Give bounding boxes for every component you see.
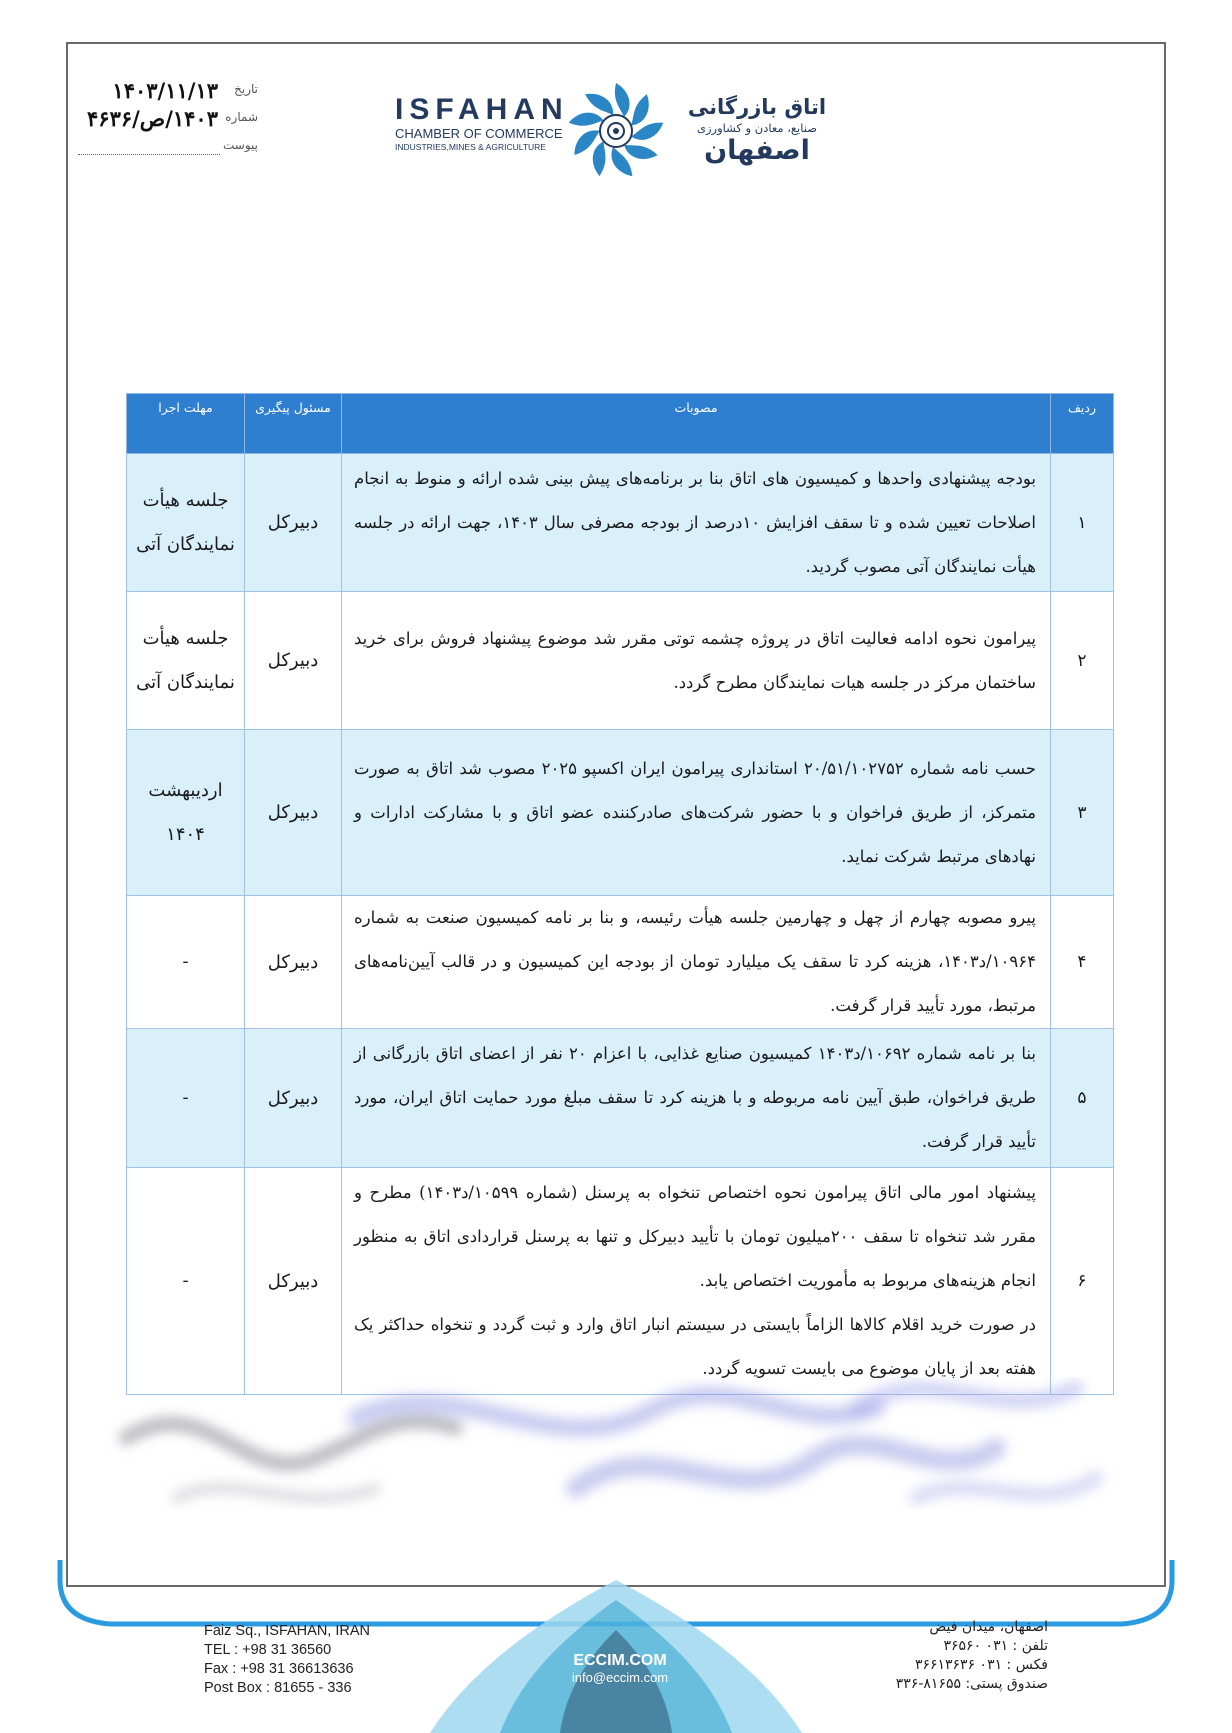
row-number: ۲	[1051, 592, 1114, 730]
responsible: دبیرکل	[245, 896, 342, 1029]
date-label: تاریخ	[234, 82, 258, 96]
resolution-text-continued: در صورت خرید اقلام کالاها الزاماً بایستی در سیستم انبار اتاق وارد و ثبت گردد و تنخواه حداکثر یک هفته بعد از پایان موضوع می بایست تسویه گردد.	[354, 1315, 1036, 1378]
footer-website: ECCIM.COM	[573, 1652, 667, 1669]
table-row	[127, 1029, 1114, 1168]
logo-fa-line3: اصفهان	[704, 135, 810, 166]
letter-meta	[78, 78, 258, 162]
responsible: دبیرکل	[245, 1029, 342, 1168]
footer-english-contact	[204, 1622, 404, 1698]
footer-fa-address: اصفهان، میدان فیض	[929, 1619, 1048, 1635]
footer-fa-tel: تلفن : ۰۳۱ ۳۶۵۶۰	[943, 1638, 1048, 1654]
table-row	[127, 730, 1114, 896]
table-header-row	[127, 394, 1114, 454]
chamber-emblem-icon	[563, 78, 669, 184]
footer-en-address: Faiz Sq., ISFAHAN, IRAN	[204, 1623, 370, 1639]
footer-fa-pobox: صندوق پستی: ۸۱۶۵۵-۳۳۶	[895, 1676, 1048, 1692]
date-row	[78, 78, 258, 106]
resolution-text: پیرامون نحوه ادامه فعالیت اتاق در پروژه چشمه توتی مقرر شد موضوع پیشنهاد فروش برای خرید ساختمان مرکز در جلسه هیات نمایندگان مطرح گردد.	[342, 592, 1051, 730]
footer-en-pobox: Post Box : 81655 - 336	[204, 1680, 352, 1696]
logo-fa-line2: صنایع، معادن و کشاورزی	[697, 121, 817, 135]
table-row	[127, 454, 1114, 592]
date-value: ۱۴۰۳/۱۱/۱۳	[112, 78, 218, 103]
attachment-row	[78, 134, 258, 162]
number-value: ۱۴۰۳/ص/۴۶۳۶	[87, 106, 218, 131]
row-number: ۵	[1051, 1029, 1114, 1168]
blurred-signature-area	[96, 1348, 1156, 1578]
resolution-text: پیشنهاد امور مالی اتاق پیرامون نحوه اختصاص تنخواه به پرسنل (شماره ۱۰۵۹۹/د۱۴۰۳) مطرح و مقرر شد تنخواه تا سقف ۲۰۰میلیون تومان با تأیید دبیرکل و تنها به پرسنل قراردادی اتاق به منظور انجام هزینه‌های مربوط به مأموریت اختصاص یابد.	[354, 1183, 1037, 1290]
logo-en-title: ISFAHAN	[395, 93, 569, 126]
resolution-text: بودجه پیشنهادی واحدها و کمیسیون های اتاق بنا بر برنامه‌های پیش بینی شده ارائه و منوط به انجام اصلاحات تعیین شده و تا سقف افزایش ۱۰درصد از بودجه مصرفی سال ۱۴۰۳، جهت ارائه در جلسه هیأت نمایندگان آتی مصوب گردید.	[342, 454, 1051, 592]
row-number: ۴	[1051, 896, 1114, 1029]
footer-persian-contact	[848, 1618, 1048, 1694]
resolution-text: بنا بر نامه شماره ۱۰۶۹۲/د۱۴۰۳ کمیسیون صنایع غذایی، با اعزام ۲۰ نفر از اعضای اتاق بازرگانی از طریق فراخوان، طبق آیین نامه مربوطه و با هزینه کرد تا سقف مبلغ مورد حمایت اتاق ایران، مورد تأیید قرار گرفت.	[342, 1029, 1051, 1168]
table-row	[127, 896, 1114, 1029]
responsible: دبیرکل	[245, 454, 342, 592]
footer-email: info@eccim.com	[571, 1670, 669, 1685]
deadline: اردیبهشت ۱۴۰۴	[127, 730, 245, 896]
footer-en-tel: TEL : +98 31 36560	[204, 1642, 332, 1658]
logo-english	[395, 93, 569, 153]
deadline: جلسه هیأت نمایندگان آتی	[127, 592, 245, 730]
deadline: جلسه هیأت نمایندگان آتی	[127, 454, 245, 592]
resolutions-table	[126, 393, 1114, 1395]
letterhead	[0, 0, 1232, 190]
responsible: دبیرکل	[245, 730, 342, 896]
deadline: -	[127, 896, 245, 1029]
responsible: دبیرکل	[245, 1168, 342, 1395]
footer-en-fax: Fax : +98 31 36613636	[204, 1661, 354, 1677]
col-resolutions: مصوبات	[342, 394, 1051, 454]
footer-fa-fax: فکس : ۰۳۱ ۳۶۶۱۳۶۳۶	[914, 1657, 1048, 1673]
logo-en-subtitle: CHAMBER OF COMMERCE	[395, 126, 563, 141]
responsible: دبیرکل	[245, 592, 342, 730]
col-responsible: مسئول پیگیری	[245, 394, 342, 454]
row-number: ۳	[1051, 730, 1114, 896]
row-number: ۶	[1051, 1168, 1114, 1395]
footer-web	[540, 1652, 700, 1686]
attachment-label: پیوست	[223, 138, 258, 152]
number-row	[78, 106, 258, 134]
table-row	[127, 592, 1114, 730]
logo-en-tagline: INDUSTRIES,MINES & AGRICULTURE	[395, 142, 546, 152]
deadline: -	[127, 1168, 245, 1395]
deadline: -	[127, 1029, 245, 1168]
row-number: ۱	[1051, 454, 1114, 592]
attachment-line	[78, 154, 220, 155]
resolution-text: پیرو مصوبه چهارم از چهل و چهارمین جلسه هیأت رئیسه، و بنا بر نامه کمیسیون صنعت به شماره ۱۰۹۶۴/د۱۴۰۳، هزینه کرد تا سقف یک میلیارد تومان از بودجه این کمیسیون و در قالب آیین‌نامه‌های مرتبط، مورد تأیید قرار گرفت.	[342, 896, 1051, 1029]
logo-fa-line1: اتاق بازرگانی	[687, 95, 827, 119]
number-label: شماره	[225, 110, 258, 124]
col-deadline: مهلت اجرا	[127, 394, 245, 454]
col-row-number: ردیف	[1051, 394, 1114, 454]
logo-persian	[672, 94, 842, 166]
resolution-text: حسب نامه شماره ۲۰/۵۱/۱۰۲۷۵۲ استانداری پیرامون ایران اکسپو ۲۰۲۵ مصوب شد اتاق به صورت متمرکز، از طریق فراخوان و با حضور شرکت‌های صادرکننده عضو اتاق و با مشارکت ادارات و نهادهای مرتبط شرکت نماید.	[342, 730, 1051, 896]
